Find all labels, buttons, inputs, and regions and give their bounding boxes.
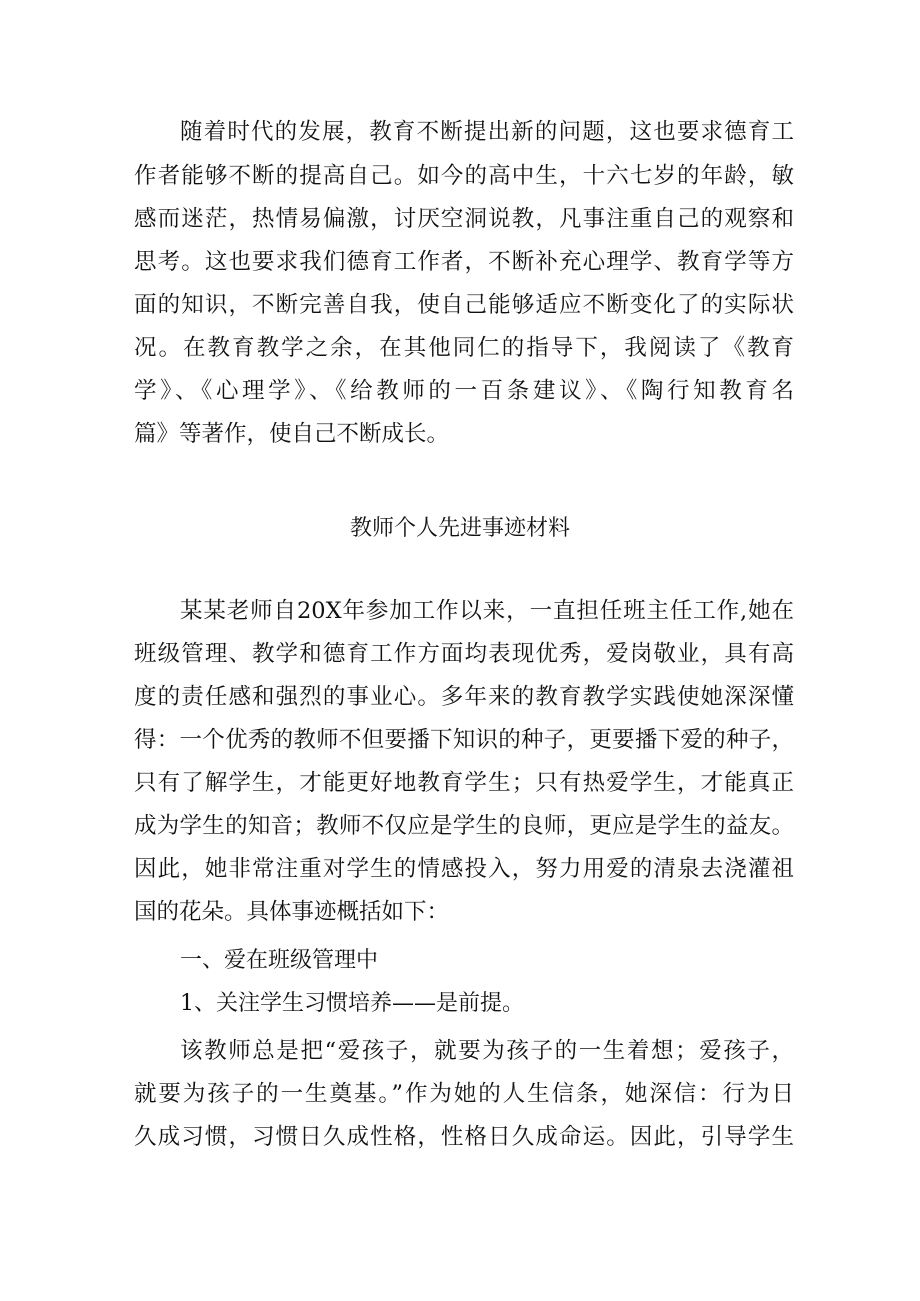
paragraph-line: 只有了解学生，才能更好地教育学生；只有热爱学生，才能真正 [134, 770, 794, 796]
paragraph-line: 班级管理、教学和德育工作方面均表现优秀，爱岗敬业，具有高 [134, 641, 794, 667]
paragraph-line: 面的知识，不断完善自我，使自己能够适应不断变化了的实际状 [134, 292, 794, 318]
paragraph-line: 就要为孩子的一生奠基。”作为她的人生信条，她深信：行为日 [134, 1081, 794, 1107]
paragraph-line: 某某老师自20X年参加工作以来，一直担任班主任工作,她在 [180, 598, 794, 624]
paragraph-line: 度的责任感和强烈的事业心。多年来的教育教学实践使她深深懂 [134, 684, 794, 710]
article-title: 教师个人先进事迹材料 [349, 516, 570, 541]
paragraph-line: 得：一个优秀的教师不但要播下知识的种子，更要播下爱的种子， [134, 727, 794, 753]
paragraph-line: 久成习惯，习惯日久成性格，性格日久成命运。因此，引导学生 [134, 1124, 794, 1150]
subsection-heading: 1、关注学生习惯培养——是前提。 [180, 991, 524, 1016]
paragraph-line: 篇》等著作，使自己不断成长。 [134, 421, 450, 447]
paragraph-line: 思考。这也要求我们德育工作者，不断补充心理学、教育学等方 [134, 249, 794, 275]
paragraph-line: 成为学生的知音；教师不仅应是学生的良师，更应是学生的益友。 [134, 813, 794, 839]
paragraph-line: 国的花朵。具体事迹概括如下： [134, 899, 450, 925]
paragraph-line: 学》、《心理学》、《给教师的一百条建议》、《陶行知教育名 [134, 378, 794, 404]
paragraph-line: 因此，她非常注重对学生的情感投入，努力用爱的清泉去浇灌祖 [134, 856, 794, 882]
paragraph-line: 感而迷茫，热情易偏激，讨厌空洞说教，凡事注重自己的观察和 [134, 206, 794, 232]
paragraph-line: 随着时代的发展，教育不断提出新的问题，这也要求德育工 [180, 119, 794, 145]
section-heading: 一、爱在班级管理中 [180, 948, 379, 973]
paragraph-line: 况。在教育教学之余，在其他同仁的指导下，我阅读了《教育 [134, 335, 794, 361]
paragraph-line: 该教师总是把“爱孩子，就要为孩子的一生着想；爱孩子， [180, 1038, 794, 1064]
paragraph-line: 作者能够不断的提高自己。如今的高中生，十六七岁的年龄，敏 [134, 163, 794, 189]
